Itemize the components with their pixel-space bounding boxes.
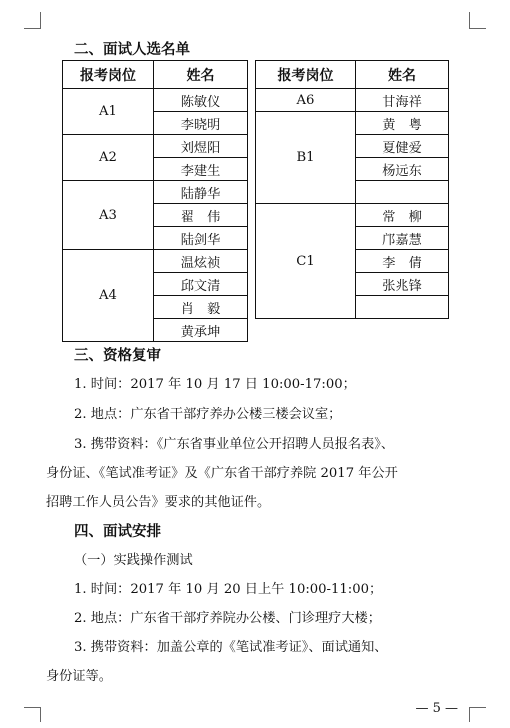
- name-cell: 陆剑华: [154, 227, 248, 250]
- interview-materials-line2: 身份证等。: [46, 669, 112, 684]
- name-cell: 夏健爱: [356, 135, 449, 158]
- position-cell: B1: [256, 112, 356, 204]
- name-cell: 常 柳: [356, 204, 449, 227]
- name-cell: 陈敏仪: [154, 89, 248, 112]
- name-cell: [356, 296, 449, 319]
- table-row: [63, 89, 248, 112]
- table-row: [63, 135, 248, 158]
- header-position: 报考岗位: [256, 61, 356, 89]
- review-time: 1. 时间：2017 年 10 月 17 日 10:00-17:00；: [74, 377, 356, 392]
- name-cell: 杨远东: [356, 158, 449, 181]
- name-cell: 刘煜阳: [154, 135, 248, 158]
- section2-title: 二、面试人选名单: [74, 42, 190, 58]
- position-cell: A3: [63, 181, 154, 250]
- header-position: 报考岗位: [63, 61, 154, 89]
- crop-mark-bottom-right: [469, 707, 486, 722]
- name-cell: 陆静华: [154, 181, 248, 204]
- name-cell: 翟 伟: [154, 204, 248, 227]
- section3-title: 三、资格复审: [74, 348, 161, 364]
- name-cell: 张兆锋: [356, 273, 449, 296]
- name-cell: 李建生: [154, 158, 248, 181]
- page-number: — 5 —: [415, 701, 458, 716]
- name-cell: 李 倩: [356, 250, 449, 273]
- review-materials-line2: 身份证、《笔试准考证》及《广东省干部疗养院 2017 年公开: [46, 466, 398, 481]
- crop-mark-top-left: [24, 12, 41, 29]
- position-cell: A1: [63, 89, 154, 135]
- interview-time: 1. 时间：2017 年 10 月 20 日上午 10:00-11:00；: [74, 582, 383, 597]
- table-row: [63, 250, 248, 273]
- name-cell: 肖 毅: [154, 296, 248, 319]
- crop-mark-top-right: [469, 12, 486, 29]
- table-header-row: [63, 61, 248, 89]
- interview-materials-line1: 3. 携带资料：加盖公章的《笔试准考证》、面试通知、: [74, 640, 388, 655]
- name-cell: 黄 粤: [356, 112, 449, 135]
- name-cell: 甘海祥: [356, 89, 449, 112]
- position-cell: C1: [256, 204, 356, 319]
- header-name: 姓名: [154, 61, 248, 89]
- name-cell: [356, 181, 449, 204]
- table-row: [63, 181, 248, 204]
- header-name: 姓名: [356, 61, 449, 89]
- candidate-table-left: [62, 60, 248, 342]
- practical-test-subtitle: （一）实践操作测试: [74, 553, 193, 568]
- section4-title: 四、面试安排: [74, 524, 161, 540]
- review-materials-line1: 3. 携带资料：《广东省事业单位公开招聘人员报名表》、: [74, 437, 395, 452]
- table-row: [256, 204, 449, 227]
- candidate-table-right: [255, 60, 449, 319]
- position-cell: A6: [256, 89, 356, 112]
- name-cell: 邱文清: [154, 273, 248, 296]
- crop-mark-bottom-left: [24, 707, 41, 722]
- table-row: [256, 112, 449, 135]
- review-materials-line3: 招聘工作人员公告》要求的其他证件。: [46, 495, 271, 510]
- review-location: 2. 地点：广东省干部疗养办公楼三楼会议室；: [74, 407, 342, 422]
- name-cell: 温炫祯: [154, 250, 248, 273]
- interview-location: 2. 地点：广东省干部疗养院办公楼、门诊理疗大楼；: [74, 611, 381, 626]
- name-cell: 李晓明: [154, 112, 248, 135]
- name-cell: 黄承坤: [154, 319, 248, 342]
- position-cell: A2: [63, 135, 154, 181]
- position-cell: A4: [63, 250, 154, 342]
- name-cell: 邝嘉慧: [356, 227, 449, 250]
- table-header-row: [256, 61, 449, 89]
